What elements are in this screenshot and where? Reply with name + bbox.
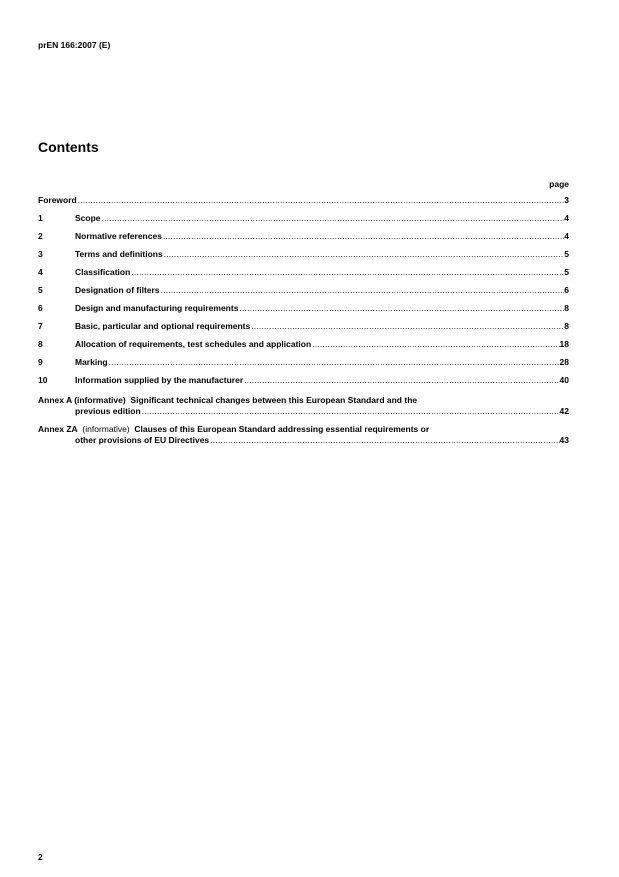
toc-entry-title: Terms and definitions — [75, 249, 163, 259]
toc-entry[interactable] — [38, 285, 569, 303]
toc-leader-dots — [78, 195, 565, 206]
page-column-label: page — [549, 179, 569, 189]
toc-entry-number: 5 — [38, 285, 43, 295]
toc-leader-dots — [102, 213, 565, 224]
toc-entry-page: 5 — [564, 267, 569, 277]
toc-entry-page: 28 — [559, 357, 569, 367]
annex-title-line1: Clauses of this European Standard addressing essential requirements or — [134, 424, 430, 434]
toc-leader-dots — [239, 303, 564, 314]
toc-entry-title: Marking — [75, 357, 108, 367]
toc-entry[interactable] — [38, 321, 569, 339]
toc-leader-dots — [312, 339, 559, 350]
toc-entry-annex-a[interactable] — [38, 395, 569, 417]
annex-qualifier: (informative) — [82, 424, 130, 434]
toc-entry-number: 2 — [38, 231, 43, 241]
toc-entry-page: 42 — [559, 406, 569, 416]
toc-entry-number: 7 — [38, 321, 43, 331]
toc-entry-title: Information supplied by the manufacturer — [75, 375, 244, 385]
toc-entry-title: Designation of filters — [75, 285, 160, 295]
toc-entry-page: 5 — [564, 249, 569, 259]
toc-entry-page: 8 — [564, 303, 569, 313]
toc-entry-page: 6 — [564, 285, 569, 295]
toc-entry-page: 18 — [559, 339, 569, 349]
toc-entry-title: Design and manufacturing requirements — [75, 303, 239, 313]
toc-entry-number: 9 — [38, 357, 43, 367]
toc-entry[interactable] — [38, 231, 569, 249]
toc-entry-title: Scope — [75, 213, 101, 223]
toc-entry-page: 4 — [564, 231, 569, 241]
toc-leader-dots — [163, 231, 564, 242]
annex-title-line2: previous edition — [75, 406, 141, 416]
toc-leader-dots — [251, 321, 564, 332]
toc-leader-dots — [210, 435, 559, 446]
toc-leader-dots — [131, 267, 564, 278]
toc-leader-dots — [244, 375, 559, 386]
toc-entry-title: Allocation of requirements, test schedules and application — [75, 339, 312, 349]
toc-entry[interactable] — [38, 303, 569, 321]
toc-entry-foreword[interactable] — [38, 195, 569, 213]
document-id-header: prEN 166:2007 (E) — [38, 40, 111, 50]
toc-entry-number: 8 — [38, 339, 43, 349]
toc-leader-dots — [142, 406, 560, 417]
table-of-contents — [38, 195, 569, 453]
toc-leader-dots — [164, 249, 565, 260]
toc-entry[interactable] — [38, 267, 569, 285]
toc-entry-number: 3 — [38, 249, 43, 259]
toc-leader-dots — [109, 357, 560, 368]
toc-entry-title: Classification — [75, 267, 131, 277]
toc-entry-page: 3 — [564, 195, 569, 205]
toc-entry[interactable] — [38, 357, 569, 375]
toc-entry[interactable] — [38, 213, 569, 231]
toc-entry-annex-za[interactable] — [38, 424, 569, 446]
toc-entry-number: 4 — [38, 267, 43, 277]
toc-entry-number: 10 — [38, 375, 48, 385]
toc-entry-page: 40 — [559, 375, 569, 385]
toc-leader-dots — [161, 285, 565, 296]
toc-entry[interactable] — [38, 375, 569, 393]
annex-label: Annex ZA — [38, 424, 78, 434]
page-number: 2 — [38, 852, 43, 862]
toc-entry-title: Basic, particular and optional requirements — [75, 321, 251, 331]
contents-title: Contents — [38, 139, 99, 155]
toc-entry-page: 8 — [564, 321, 569, 331]
toc-entry-title: Foreword — [38, 195, 77, 205]
toc-entry-page: 43 — [559, 435, 569, 445]
toc-entry-number: 1 — [38, 213, 43, 223]
annex-title-line2: other provisions of EU Directives — [75, 435, 210, 445]
toc-entry[interactable] — [38, 339, 569, 357]
toc-entry[interactable] — [38, 249, 569, 267]
annex-title-line1: Significant technical changes between this European Standard and the — [130, 395, 418, 405]
toc-entry-number: 6 — [38, 303, 43, 313]
toc-entry-page: 4 — [564, 213, 569, 223]
toc-entry-title: Normative references — [75, 231, 162, 241]
annex-label: Annex A (informative) — [38, 395, 126, 405]
